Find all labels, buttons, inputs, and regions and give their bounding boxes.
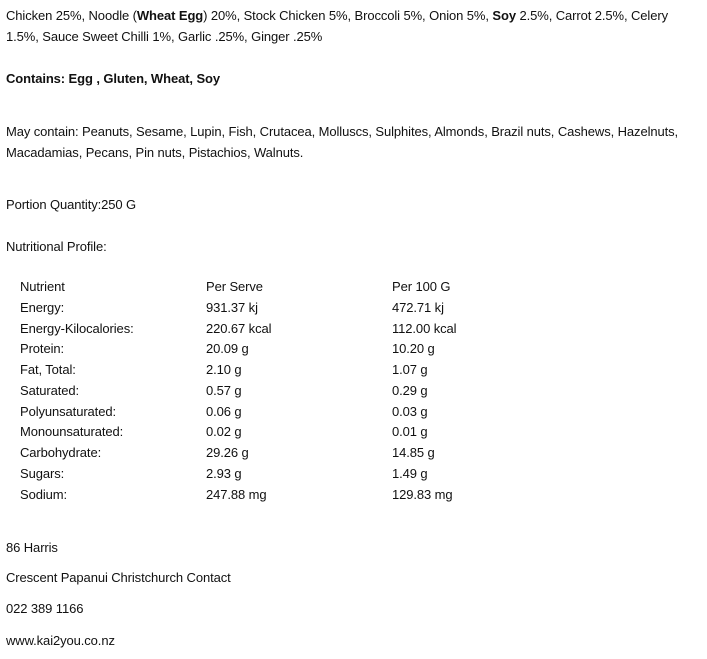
per-serve-value: 0.06 g [206, 403, 242, 419]
nutrient-name: Saturated: [20, 382, 79, 398]
contact-phone: 022 389 1166 [6, 601, 84, 616]
per-100g-value: 1.07 g [392, 362, 428, 377]
ingredients-text [6, 5, 701, 47]
per-100g-value: 14.85 g [392, 445, 435, 460]
per-100g-value: 472.71 kj [392, 299, 444, 315]
nutrition-table [20, 277, 512, 505]
per-100g-value: 112.00 kcal [392, 320, 457, 336]
per-serve-value: 29.26 g [206, 445, 249, 460]
nutrient-name: Energy-Kilocalories: [20, 320, 134, 336]
ingredients-part-3: 2.5%, Carrot 2.5%, Celery 1.5%, Sauce Sweet Chilli 1%, Garlic .25%, Ginger .25% [6, 8, 668, 44]
header-per-serve: Per Serve [206, 279, 263, 294]
nutrient-name: Polyunsaturated: [20, 403, 116, 419]
per-serve-value: 2.10 g [206, 362, 242, 377]
nutrition-header-row [20, 277, 512, 298]
per-serve-value: 220.67 kcal [206, 320, 272, 336]
nutritional-profile-title: Nutritional Profile: [6, 239, 107, 254]
per-100g-value: 0.29 g [392, 382, 428, 398]
per-serve-value: 247.88 mg [206, 486, 267, 502]
nutrient-name: Monounsaturated: [20, 424, 124, 440]
ingredients-part-1: Chicken 25%, Noodle ( [6, 8, 137, 23]
per-serve-value: 0.57 g [206, 382, 242, 398]
ingredients-allergen-wheat-egg: Wheat Egg [136, 8, 204, 23]
nutrient-name: Fat, Total: [20, 362, 76, 377]
contains-allergens: Contains: Egg , Gluten, Wheat, Soy [6, 71, 220, 86]
per-100g-value: 129.83 mg [392, 486, 453, 502]
per-serve-value: 931.37 kj [206, 299, 258, 315]
per-100g-value: 1.49 g [392, 465, 428, 481]
per-serve-value: 0.02 g [206, 424, 242, 440]
table-row [20, 402, 512, 423]
table-row [20, 360, 512, 381]
nutrient-name: Sodium: [20, 486, 67, 502]
per-100g-value: 0.03 g [392, 403, 428, 419]
nutrient-name: Protein: [20, 341, 65, 357]
nutrient-name: Energy: [20, 299, 65, 315]
table-row [20, 485, 512, 506]
per-serve-value: 20.09 g [206, 341, 249, 357]
per-100g-value: 10.20 g [392, 341, 435, 357]
table-row [20, 298, 512, 319]
portion-quantity: Portion Quantity:250 G [6, 197, 137, 212]
nutrient-name: Carbohydrate: [20, 445, 102, 460]
website-link[interactable]: www.kai2you.co.nz [6, 633, 115, 648]
address-line-2: Crescent Papanui Christchurch Contact [6, 570, 231, 585]
table-row [20, 381, 512, 402]
table-row [20, 339, 512, 360]
ingredients-allergen-soy: Soy [492, 8, 516, 23]
may-contain-allergens: May contain: Peanuts, Sesame, Lupin, Fish, Crutacea, Molluscs, Sulphites, Almonds, Brazil nuts, Cashews, Hazelnuts, Macadamias, Pecans, Pin nuts, Pistachios, Walnuts. [6, 124, 679, 160]
nutrient-name: Sugars: [20, 465, 65, 481]
table-row [20, 319, 512, 340]
header-nutrient: Nutrient [20, 279, 65, 294]
table-row [20, 464, 512, 485]
per-100g-value: 0.01 g [392, 424, 428, 440]
address-line-1: 86 Harris [6, 540, 58, 555]
table-row [20, 443, 512, 464]
per-serve-value: 2.93 g [206, 465, 242, 481]
ingredients-part-2: ) 20%, Stock Chicken 5%, Broccoli 5%, Onion 5%, [203, 8, 493, 23]
header-per-100g: Per 100 G [392, 279, 451, 294]
table-row [20, 422, 512, 443]
